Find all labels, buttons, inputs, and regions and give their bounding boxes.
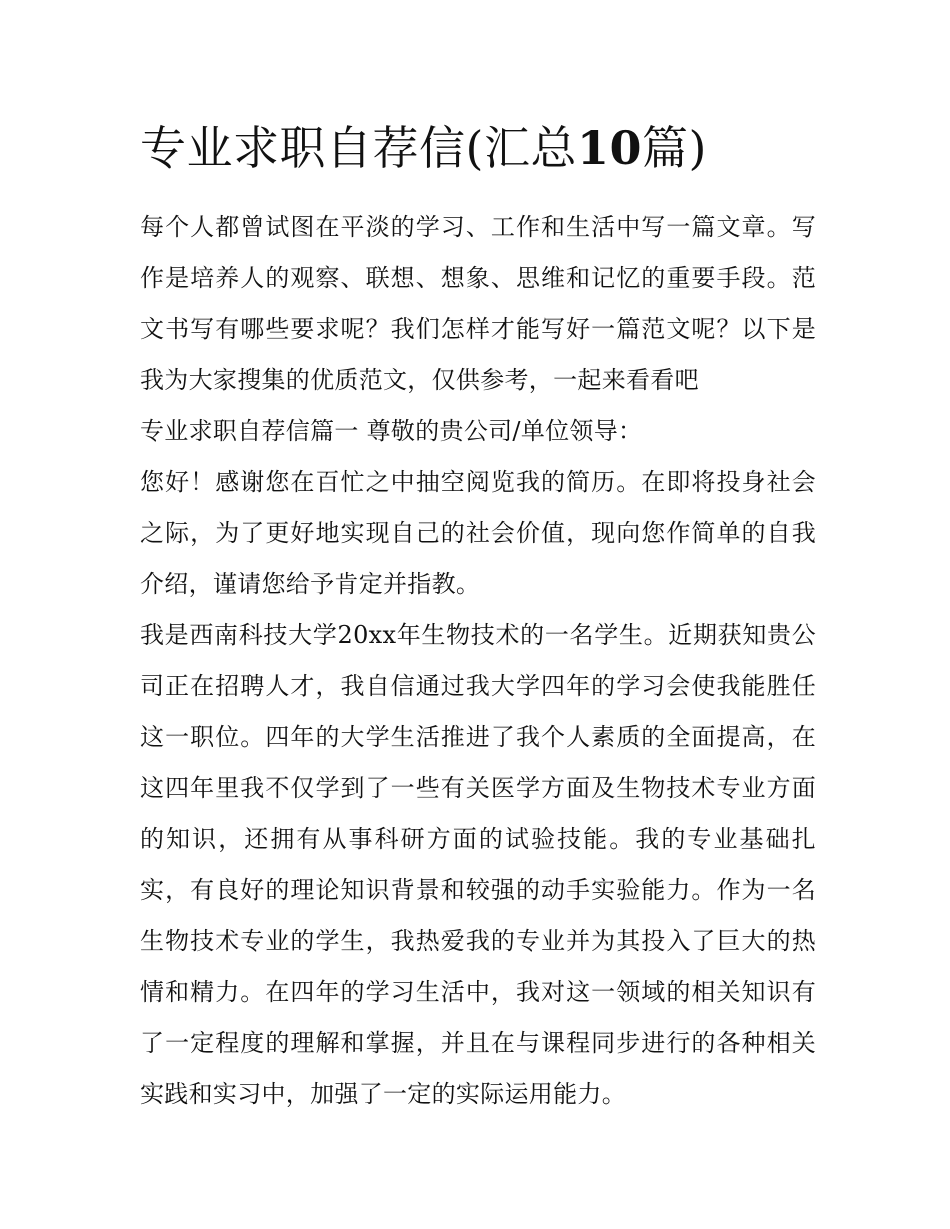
letter-heading: 专业求职自荐信篇一 尊敬的贵公司/单位领导： bbox=[140, 417, 643, 445]
title-number: 10 bbox=[576, 121, 642, 175]
title-text: 专业求职自荐信(汇总 bbox=[140, 121, 577, 175]
intro-paragraph: 每个人都曾试图在平淡的学习、工作和生活中写一篇文章。写作是培养人的观察、联想、想象、思维和记忆的重要手段。范文书写有哪些要求呢？我们怎样才能写好一篇范文呢？以下是我为大家搜集的优质范文，仅供参考，一起来看看吧 bbox=[140, 213, 816, 394]
title-suffix: 篇) bbox=[641, 121, 707, 175]
document-title bbox=[140, 108, 816, 188]
body-paragraph: 我是西南科技大学20xx年生物技术的一名学生。近期获知贵公司正在招聘人才，我自信通过我大学四年的学习会使我能胜任这一职位。四年的大学生活推进了我个人素质的全面提高，在这四年里我不仅学到了一些有关医学方面及生物技术专业方面的知识，还拥有从事科研方面的试验技能。我的专业基础扎实，有良好的理论知识背景和较强的动手实验能力。作为一名生物技术专业的学生，我热爱我的专业并为其投入了巨大的热情和精力。在四年的学习生活中，我对这一领域的相关知识有了一定程度的理解和掌握，并且在与课程同步进行的各种相关实践和实习中，加强了一定的实际运用能力。 bbox=[140, 621, 816, 1108]
document-body bbox=[140, 108, 816, 1120]
greeting-paragraph: 您好！感谢您在百忙之中抽空阅览我的简历。在即将投身社会之际，为了更好地实现自己的社会价值，现向您作简单的自我介绍，谨请您给予肯定并指教。 bbox=[140, 468, 816, 598]
